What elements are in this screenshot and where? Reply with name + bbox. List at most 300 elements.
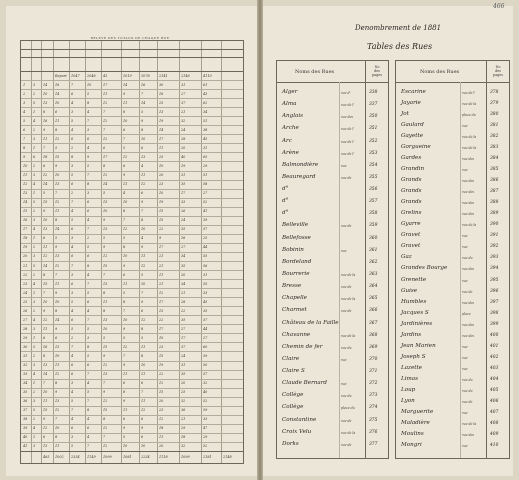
table-cell: 2 xyxy=(71,335,74,340)
table-cell: 14 xyxy=(159,127,164,132)
street-qualifier: rue de la xyxy=(341,297,356,302)
pages-header: No des pages xyxy=(372,65,382,77)
table-cell: 9 xyxy=(123,399,126,404)
table-cell: 31 xyxy=(181,173,186,178)
table-cell: 6 xyxy=(43,236,46,241)
table-cell: 19 xyxy=(159,200,164,205)
table-cell: 11 xyxy=(141,372,146,377)
table-cell: 7 xyxy=(23,136,26,141)
table-row-rule xyxy=(21,80,243,81)
table-row-rule xyxy=(21,306,243,307)
street-name: Lazette xyxy=(401,364,423,371)
table-cell: 13 xyxy=(103,281,108,286)
table-cell: 16 xyxy=(141,82,146,87)
page-ref: 401 xyxy=(490,343,499,349)
table-cell: 28 xyxy=(181,299,186,304)
street-qualifier: rue des xyxy=(341,115,354,120)
table-cell: 65 xyxy=(203,154,208,159)
table-cell: 11 xyxy=(55,444,60,449)
table-cell: 3 xyxy=(71,435,74,440)
street-qualifier: rue du xyxy=(341,394,352,399)
table-cell: 8 xyxy=(71,154,74,159)
table-cell: 20 xyxy=(159,444,164,449)
table-cell: 5 xyxy=(71,118,74,123)
table-cell: 10 xyxy=(55,299,60,304)
page-ref: 356 xyxy=(369,187,378,193)
table-cell: 5 xyxy=(87,163,90,168)
table-cell: 8 xyxy=(123,299,126,304)
table-row-rule xyxy=(21,261,243,262)
table-cell: 13 xyxy=(103,317,108,322)
table-row-rule xyxy=(21,270,243,271)
table-cell: 52 xyxy=(203,399,208,404)
table-cell: 4 xyxy=(87,218,90,223)
street-name: d° xyxy=(282,198,289,205)
table-cell: 12 xyxy=(55,200,60,205)
table-cell: 7 xyxy=(55,272,58,277)
page-ref: 381 xyxy=(490,123,499,129)
street-qualifier: rue d' xyxy=(341,91,351,95)
table-cell: 5 xyxy=(123,290,126,295)
table-cell: 9 xyxy=(103,390,106,395)
street-name: Jardins xyxy=(401,331,422,338)
table-cell: 52 xyxy=(203,444,208,449)
page-ref: 396 xyxy=(490,288,499,294)
table-cell: 34 xyxy=(203,109,208,114)
table-cell: 7 xyxy=(43,381,46,386)
table-cell: 32 xyxy=(181,118,186,123)
table-cell: 16 xyxy=(43,118,48,123)
table-cell: 9 xyxy=(103,353,106,358)
table-cell: Report xyxy=(55,73,67,78)
footer-total: 1099 xyxy=(103,455,112,459)
table-cell: 6 xyxy=(123,381,126,386)
street-qualifier: rue des xyxy=(462,190,475,195)
table-cell: 29 xyxy=(181,426,186,431)
footer-total: 1118 xyxy=(159,455,168,459)
table-cell: 15 xyxy=(159,390,164,395)
table-cell: 12 xyxy=(103,100,108,105)
table-cell: 10 xyxy=(141,444,146,449)
table-cell: 1 xyxy=(33,381,36,386)
table-subtitle: Tables des Rues xyxy=(367,42,433,51)
table-cell: 31 xyxy=(203,272,208,277)
table-row-rule xyxy=(21,216,243,217)
table-cell: 37 xyxy=(181,100,186,105)
table-cell: 4 xyxy=(87,272,90,277)
table-cell: 4 xyxy=(71,209,74,214)
table-cell: 11 xyxy=(55,281,60,286)
street-qualifier: rue de xyxy=(462,399,473,404)
table-cell: 38 xyxy=(203,127,208,132)
page-ref: 403 xyxy=(490,365,499,371)
table-cell: 23 xyxy=(23,281,28,286)
footer-total: 2181 xyxy=(203,455,212,459)
street-name: Grands xyxy=(401,188,422,195)
page-ref: 378 xyxy=(490,90,499,95)
table-cell: 6 xyxy=(123,163,126,168)
page-ref: 367 xyxy=(369,320,378,326)
street-qualifier: rue du xyxy=(462,388,473,393)
page-ref: 385 xyxy=(490,167,499,173)
table-cell: 13 xyxy=(103,227,108,232)
table-cell: 10 xyxy=(43,218,48,223)
table-cell: 9 xyxy=(123,173,126,178)
page-ref: 382 xyxy=(490,134,499,140)
table-cell: 3 xyxy=(33,399,36,404)
table-cell: 17 xyxy=(159,136,164,141)
table-cell: 9 xyxy=(141,200,144,205)
table-cell: 6 xyxy=(87,209,90,214)
street-name: d° xyxy=(282,186,289,193)
table-cell: 21 xyxy=(181,109,186,114)
table-cell: 8 xyxy=(141,326,144,331)
street-name: Moulins xyxy=(401,430,424,437)
table-cell: 9 xyxy=(55,326,58,331)
page-ref: 405 xyxy=(490,387,499,393)
table-cell: 1 xyxy=(33,191,36,196)
table-cell: 5 xyxy=(123,435,126,440)
table-cell: 12 xyxy=(159,417,164,422)
page-ref: 386 xyxy=(490,178,499,184)
table-cell: 15 xyxy=(103,263,108,268)
table-cell: 3 xyxy=(33,173,36,178)
table-cell: 13 xyxy=(55,182,60,187)
table-cell: 7 xyxy=(43,290,46,295)
table-cell: 7 xyxy=(87,399,90,404)
street-name: Dorks xyxy=(282,440,299,447)
table-cell: 10 xyxy=(141,281,146,286)
table-row-rule xyxy=(21,415,243,416)
table-cell: 24 xyxy=(181,218,186,223)
street-name: Guise xyxy=(401,287,418,294)
street-name: Jot xyxy=(401,111,409,118)
page-ref: 391 xyxy=(490,233,499,239)
street-name: Arène xyxy=(282,149,299,156)
table-cell: 8 xyxy=(103,290,106,295)
table-cell: 8 xyxy=(87,344,90,349)
table-cell: 20 xyxy=(159,173,164,178)
street-name: Gaulard xyxy=(401,122,424,129)
page-ref: 369 xyxy=(369,344,378,350)
table-cell: 10 xyxy=(23,163,28,168)
table-cell: 12 xyxy=(103,399,108,404)
table-cell: 6 xyxy=(55,335,58,340)
table-cell: 32 xyxy=(23,363,28,368)
table-cell: 5 xyxy=(23,118,26,123)
street-name: Arc xyxy=(282,137,292,144)
table-cell: 23 xyxy=(159,408,164,413)
table-cell: 21 xyxy=(181,417,186,422)
table-cell: 12 xyxy=(43,254,48,259)
table-row-rule xyxy=(21,252,243,253)
table-cell: 3 xyxy=(33,299,36,304)
table-cell: 7 xyxy=(123,136,126,141)
street-name: Gravet xyxy=(401,243,421,250)
table-cell: 13 xyxy=(23,191,28,196)
table-cell: 1047 xyxy=(71,73,80,78)
table-cell: 5 xyxy=(71,299,74,304)
table-cell: 2 xyxy=(87,236,90,241)
page-ref: 409 xyxy=(490,431,499,437)
table-cell: 7 xyxy=(71,200,74,205)
street-name: Grenette xyxy=(401,276,427,283)
table-cell: 4 xyxy=(87,109,90,114)
table-cell: 3 xyxy=(33,444,36,449)
footer-total: 2234 xyxy=(141,455,150,459)
table-row-rule xyxy=(21,116,243,117)
table-cell: 8 xyxy=(87,263,90,268)
table-cell: 33 xyxy=(203,290,208,295)
table-cell: 12 xyxy=(23,182,28,187)
table-cell: 7 xyxy=(87,281,90,286)
table-cell: 10 xyxy=(55,100,60,105)
table-cell: 44 xyxy=(203,326,208,331)
table-cell: 11 xyxy=(123,408,128,413)
table-cell: 26 xyxy=(23,308,28,313)
table-cell: 3 xyxy=(71,109,74,114)
table-cell: 6 xyxy=(23,127,26,132)
street-name: d° xyxy=(282,210,289,217)
table-cell: 9 xyxy=(123,91,126,96)
table-cell: 23 xyxy=(159,344,164,349)
table-cell: 10 xyxy=(103,326,108,331)
street-name: Bobinin xyxy=(282,246,304,253)
table-cell: 57 xyxy=(203,227,208,232)
table-cell: 21 xyxy=(23,263,28,268)
street-name: Collège xyxy=(282,392,304,399)
table-cell: 4 xyxy=(71,127,74,132)
table-cell: 10 xyxy=(55,173,60,178)
page-ref: 361 xyxy=(369,247,378,253)
table-cell: 11 xyxy=(123,100,128,105)
table-cell: 8 xyxy=(123,209,126,214)
table-cell: 4 xyxy=(33,182,36,187)
page-ref: 368 xyxy=(369,332,378,338)
street-name: Limas xyxy=(401,375,419,382)
street-qualifier: rue du xyxy=(462,256,473,261)
street-qualifier: rue xyxy=(462,410,468,415)
table-cell: 12 xyxy=(103,444,108,449)
street-name: Marguerite xyxy=(401,408,434,415)
table-cell: 5 xyxy=(43,191,46,196)
table-cell: 14 xyxy=(55,227,60,232)
table-cell: 9 xyxy=(123,326,126,331)
table-cell: 35 xyxy=(23,390,28,395)
table-cell: 9 xyxy=(123,263,126,268)
footer-total: 1002 xyxy=(55,455,64,459)
table-cell: 40 xyxy=(203,390,208,395)
table-row-rule xyxy=(21,424,243,425)
street-qualifier: rue xyxy=(462,168,468,173)
table-cell: 12 xyxy=(123,227,128,232)
street-table-right xyxy=(395,60,510,459)
table-cell: 51 xyxy=(203,173,208,178)
table-cell: 41 xyxy=(23,444,28,449)
table-cell: 10 xyxy=(141,136,146,141)
table-row-rule xyxy=(21,288,243,289)
street-qualifier: rue de la xyxy=(341,430,356,435)
table-cell: 27 xyxy=(181,245,186,250)
page-ref: 399 xyxy=(490,321,499,327)
street-name: Belleville xyxy=(282,222,309,229)
table-row-rule xyxy=(21,125,243,126)
table-cell: 11 xyxy=(141,344,146,349)
table-cell: 55 xyxy=(203,281,208,286)
street-name: Gorgueine xyxy=(401,144,431,151)
table-cell: 13 xyxy=(43,100,48,105)
table-cell: 14 xyxy=(103,182,108,187)
table-cell: 15 xyxy=(103,344,108,349)
table-cell: 20 xyxy=(181,272,186,277)
street-name: Alma xyxy=(282,101,297,108)
table-cell: 15 xyxy=(43,408,48,413)
table-cell: 35 xyxy=(181,372,186,377)
table-cell: 26 xyxy=(181,209,186,214)
street-name: Jardinières xyxy=(401,320,433,327)
table-cell: 45 xyxy=(203,299,208,304)
book-gutter xyxy=(257,0,263,480)
table-cell: 11 xyxy=(55,209,60,214)
street-name: Bresse xyxy=(282,283,302,290)
page-ref: 371 xyxy=(369,369,378,375)
street-name: Croix Velu xyxy=(282,428,312,435)
table-cell: 6 xyxy=(141,435,144,440)
column-rule xyxy=(365,61,366,458)
table-cell: 12 xyxy=(103,173,108,178)
table-cell: 2 xyxy=(33,245,36,250)
table-cell: 7 xyxy=(87,372,90,377)
street-qualifier: rue xyxy=(462,443,468,448)
table-cell: 43 xyxy=(103,73,108,78)
table-cell: 14 xyxy=(55,317,60,322)
table-cell: 25 xyxy=(23,299,28,304)
table-cell: 8 xyxy=(123,390,126,395)
table-cell: 6 xyxy=(43,163,46,168)
table-cell: 30 xyxy=(23,344,28,349)
table-cell: 21 xyxy=(159,263,164,268)
table-cell: 16 xyxy=(23,218,28,223)
street-name: Collège xyxy=(282,404,304,411)
page-ref: 377 xyxy=(369,441,378,447)
table-cell: 3 xyxy=(71,381,74,386)
street-qualifier: rue de xyxy=(341,285,352,290)
table-cell: 8 xyxy=(123,109,126,114)
table-cell: 10 xyxy=(123,254,128,259)
street-name: Humbles xyxy=(401,298,427,305)
table-cell: 14 xyxy=(43,182,48,187)
table-cell: 1078 xyxy=(141,73,150,78)
page-ref: 383 xyxy=(490,145,499,151)
table-cell: 8 xyxy=(55,435,58,440)
table-cell: 5 xyxy=(141,335,144,340)
street-qualifier: rue xyxy=(462,366,468,371)
table-cell: 1 xyxy=(33,109,36,114)
table-cell: 6 xyxy=(141,191,144,196)
table-cell: 7 xyxy=(103,272,106,277)
table-cell: 6 xyxy=(141,417,144,422)
table-cell: 38 xyxy=(23,417,28,422)
street-qualifier: rue xyxy=(462,124,468,129)
street-qualifier: rue de xyxy=(341,175,352,180)
table-cell: 6 xyxy=(123,272,126,277)
table-cell: 9 xyxy=(43,209,46,214)
table-row-rule xyxy=(21,98,243,99)
table-cell: 11 xyxy=(123,372,128,377)
table-cell: 2 xyxy=(33,127,36,132)
table-cell: 18 xyxy=(181,435,186,440)
page-ref: 406 xyxy=(490,398,499,404)
table-cell: 7 xyxy=(87,444,90,449)
table-cell: 31 xyxy=(181,82,186,87)
table-cell: 9 xyxy=(43,308,46,313)
table-cell: 2 xyxy=(23,91,26,96)
page-ref: 359 xyxy=(369,223,378,229)
page-ref: 363 xyxy=(369,272,378,277)
table-cell: 13 xyxy=(43,227,48,232)
table-cell: 6 xyxy=(71,281,74,286)
table-cell: 56 xyxy=(203,263,208,268)
page-ref: 362 xyxy=(369,259,378,265)
table-cell: 6 xyxy=(87,200,90,205)
table-cell: 19 xyxy=(181,163,186,168)
table-cell: 3 xyxy=(71,272,74,277)
table-cell: 5 xyxy=(71,326,74,331)
street-name: Constantine xyxy=(282,416,317,423)
table-cell: 7 xyxy=(87,173,90,178)
street-name: Anglais xyxy=(282,113,304,120)
table-cell: 4 xyxy=(87,145,90,150)
table-row-rule xyxy=(21,134,243,135)
street-name: Jayarie xyxy=(401,100,421,107)
table-cell: 11 xyxy=(43,136,48,141)
table-cell: 13 xyxy=(159,109,164,114)
street-name: Gayette xyxy=(401,133,424,140)
table-cell: 6 xyxy=(33,154,36,159)
table-cell: 18 xyxy=(43,154,48,159)
table-cell: 12 xyxy=(141,408,146,413)
table-cell: 37 xyxy=(23,408,28,413)
table-cell: 6 xyxy=(55,109,58,114)
table-cell: 4 xyxy=(87,417,90,422)
table-cell: 55 xyxy=(203,254,208,259)
street-qualifier: rue de xyxy=(341,224,352,229)
table-cell: 3 xyxy=(33,326,36,331)
footer-total: 1099 xyxy=(181,455,190,459)
table-row-rule xyxy=(21,107,243,108)
table-cell: 4 xyxy=(33,227,36,232)
table-row-rule xyxy=(21,225,243,226)
table-cell: 5 xyxy=(55,145,58,150)
table-cell: 15 xyxy=(43,200,48,205)
table-cell: 10 xyxy=(55,353,60,358)
page-ref: 337 xyxy=(369,102,378,108)
table-cell: 9 xyxy=(55,163,58,168)
table-cell: 4 xyxy=(87,381,90,386)
table-cell: 16 xyxy=(43,344,48,349)
page-ref: 375 xyxy=(369,417,378,423)
page-ref: 350 xyxy=(369,114,378,120)
table-cell: 7 xyxy=(141,290,144,295)
table-cell: 29 xyxy=(203,435,208,440)
table-cell: 10 xyxy=(43,299,48,304)
table-cell: 4 xyxy=(71,245,74,250)
street-name: Chapelle xyxy=(282,295,307,302)
table-cell: 6 xyxy=(87,363,90,368)
table-cell: 20 xyxy=(23,254,28,259)
table-cell: 11 xyxy=(159,145,164,150)
street-qualifier: rue de la xyxy=(462,135,477,140)
